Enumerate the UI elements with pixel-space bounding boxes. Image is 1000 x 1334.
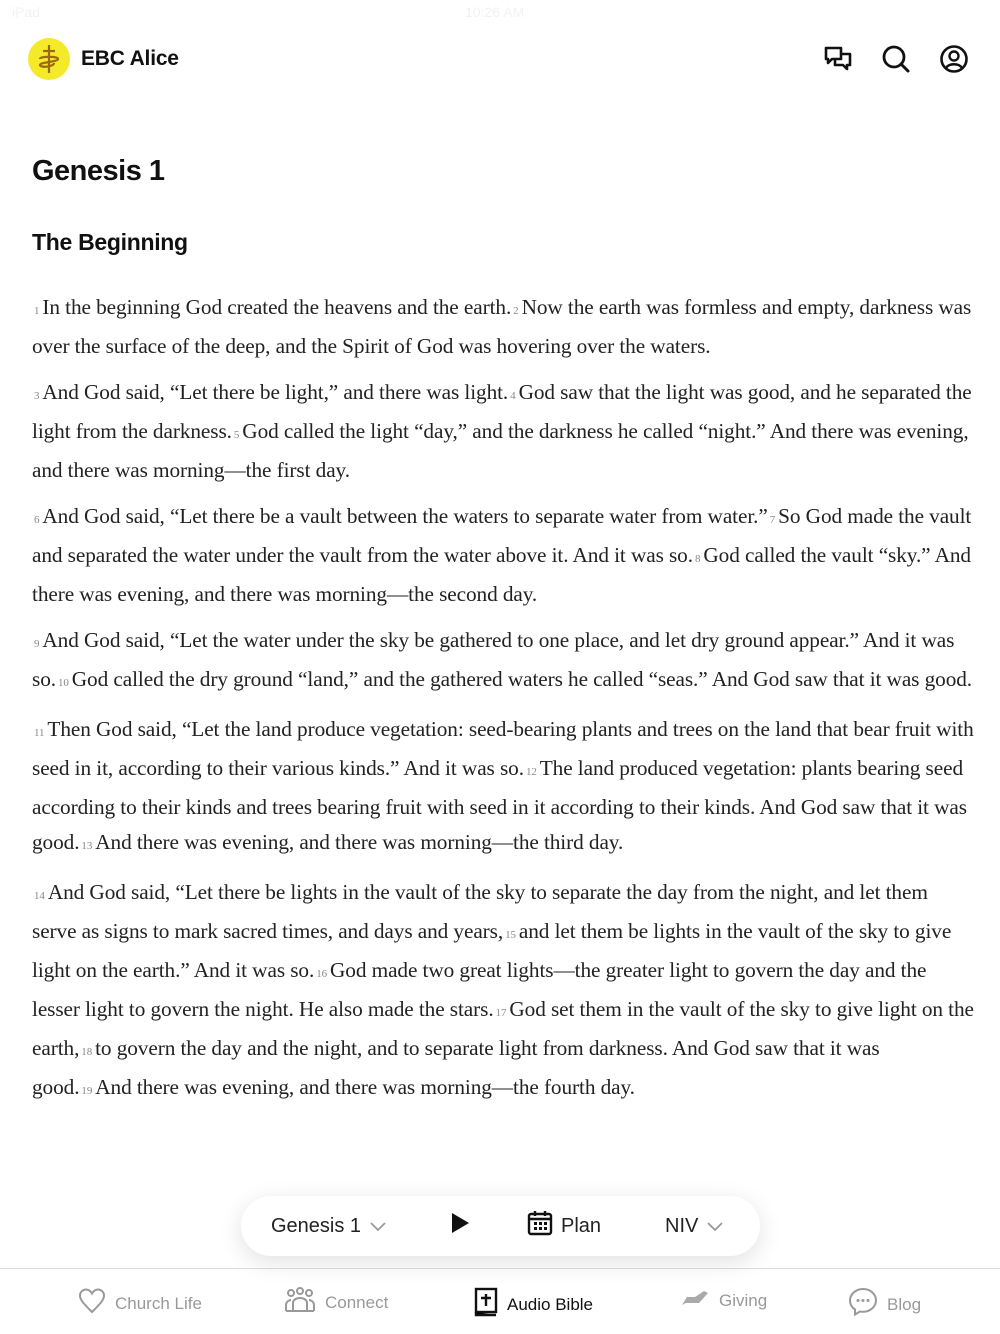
verse-text[interactable]: God called the light “day,” and the darkness he called “night.” And there was evening, and there was morning—the first day. xyxy=(32,419,969,482)
verse-number: 14 xyxy=(34,890,45,902)
verse-number: 5 xyxy=(233,429,240,441)
verse-number: 8 xyxy=(694,553,701,565)
scripture-paragraph xyxy=(32,499,977,612)
heart-icon xyxy=(78,1287,106,1320)
verse-text[interactable]: and let them be lights in the vault of the sky to give light on the earth.” And it was so. xyxy=(32,919,952,982)
tab-connect[interactable] xyxy=(284,1287,388,1318)
brand-name: EBC Alice xyxy=(81,47,179,70)
verse-number: 1 xyxy=(34,305,40,317)
tab-giving[interactable] xyxy=(680,1287,767,1314)
messages-icon[interactable] xyxy=(820,41,856,77)
status-time: 10:26 AM xyxy=(465,4,525,20)
device-label: iPad xyxy=(12,4,41,20)
bible-icon xyxy=(474,1287,498,1322)
people-icon xyxy=(284,1287,316,1318)
verse-text[interactable]: And there was evening, and there was morning—the fourth day. xyxy=(95,1075,635,1099)
verse-text[interactable]: In the beginning God created the heavens and the earth. xyxy=(42,295,512,319)
verse-number: 4 xyxy=(510,390,516,402)
verse-text[interactable]: God called the dry ground “land,” and the gathered waters he called “seas.” And God saw that it was good. xyxy=(71,667,973,691)
verse-number: 19 xyxy=(81,1085,93,1097)
play-icon xyxy=(449,1211,471,1241)
tab-church-life[interactable] xyxy=(78,1287,202,1320)
verse-text[interactable]: And God said, “Let there be light,” and there was light. xyxy=(42,380,509,404)
verse-text[interactable]: Now the earth was formless and empty, darkness was over the surface of the deep, and the Spirit of God was hovering over the waters. xyxy=(32,295,972,358)
chevron-down-icon xyxy=(706,1215,724,1238)
verse-number: 2 xyxy=(513,305,519,317)
verse-number: 12 xyxy=(525,766,537,778)
verse-number: 6 xyxy=(34,514,40,526)
chapter-selector-label: Genesis 1 xyxy=(271,1214,362,1237)
verse-text[interactable]: So God made the vault and separated the water under the vault from the water above it. And it was so. xyxy=(32,504,972,567)
chevron-down-icon xyxy=(369,1215,387,1238)
verse-text[interactable]: God saw that the light was good, and he separated the light from the darkness. xyxy=(32,380,972,443)
scripture-paragraph xyxy=(32,290,977,364)
verse-number: 10 xyxy=(57,677,69,689)
verse-number: 18 xyxy=(81,1046,93,1058)
scripture-paragraph xyxy=(32,712,977,864)
tab-blog[interactable] xyxy=(848,1287,921,1322)
version-selector[interactable] xyxy=(665,1215,724,1238)
verse-number: 3 xyxy=(34,390,40,402)
section-heading: The Beginning xyxy=(32,229,188,255)
search-icon[interactable] xyxy=(878,41,914,77)
verse-text[interactable]: The land produced vegetation: plants bearing seed according to their kinds and trees bearing fruit with seed in it according to their kinds. And God saw that it was good. xyxy=(32,756,967,854)
scripture-text xyxy=(32,290,977,1120)
play-button[interactable] xyxy=(449,1211,471,1241)
verse-text[interactable]: God set them in the vault of the sky to give light on the earth, xyxy=(32,997,974,1060)
plan-label: Plan xyxy=(561,1214,602,1237)
tab-label: Connect xyxy=(325,1292,389,1312)
verse-number: 7 xyxy=(769,514,776,526)
profile-icon[interactable] xyxy=(936,41,972,77)
verse-text[interactable]: And God said, “Let the water under the sky be gathered to one place, and let dry ground appear.” And it was so. xyxy=(32,628,955,691)
plan-button[interactable] xyxy=(527,1210,601,1242)
verse-text[interactable]: God called the vault “sky.” And there was evening, and there was morning—the second day. xyxy=(32,543,971,606)
verse-number: 17 xyxy=(495,1007,507,1019)
tab-label: Blog xyxy=(887,1294,922,1314)
verse-text[interactable]: Then God said, “Let the land produce vegetation: seed-bearing plants and trees on the land that bear fruit with seed in it, according to their various kinds.” And it was so. xyxy=(32,717,974,780)
verse-text[interactable]: And God said, “Let there be lights in the vault of the sky to separate the day from the night, and let them serve as signs to mark sacred times, and days and years, xyxy=(32,880,928,943)
chapter-selector[interactable] xyxy=(271,1215,387,1238)
tab-label: Church Life xyxy=(115,1293,202,1313)
verse-text[interactable]: And there was evening, and there was morning—the third day. xyxy=(95,830,624,854)
calendar-icon xyxy=(527,1210,553,1242)
verse-number: 16 xyxy=(316,968,328,980)
scripture-paragraph xyxy=(32,875,977,1109)
verse-number: 13 xyxy=(81,840,93,852)
chapter-title: Genesis 1 xyxy=(32,155,165,187)
scripture-paragraph xyxy=(32,375,977,488)
scripture-paragraph xyxy=(32,623,977,701)
giving-hand-icon xyxy=(680,1287,710,1314)
audio-player-bar xyxy=(241,1196,760,1256)
tab-label: Audio Bible xyxy=(507,1294,594,1314)
app-header xyxy=(28,36,972,82)
verse-number: 9 xyxy=(34,638,40,650)
bottom-tab-bar xyxy=(0,1268,1000,1334)
verse-text[interactable]: to govern the day and the night, and to separate light from darkness. And God saw that it was good. xyxy=(32,1036,880,1099)
verse-number: 15 xyxy=(505,929,516,941)
verse-number: 11 xyxy=(34,727,45,739)
verse-text[interactable]: God made two great lights—the greater light to govern the day and the lesser light to govern the night. He also made the stars. xyxy=(32,958,927,1021)
tab-label: Giving xyxy=(719,1290,768,1310)
chat-bubble-icon xyxy=(848,1287,878,1322)
tab-audio-bible[interactable] xyxy=(474,1287,593,1322)
church-logo[interactable] xyxy=(28,38,70,80)
verse-text[interactable]: And God said, “Let there be a vault between the waters to separate water from water.” xyxy=(42,504,768,528)
version-label: NIV xyxy=(665,1214,699,1237)
